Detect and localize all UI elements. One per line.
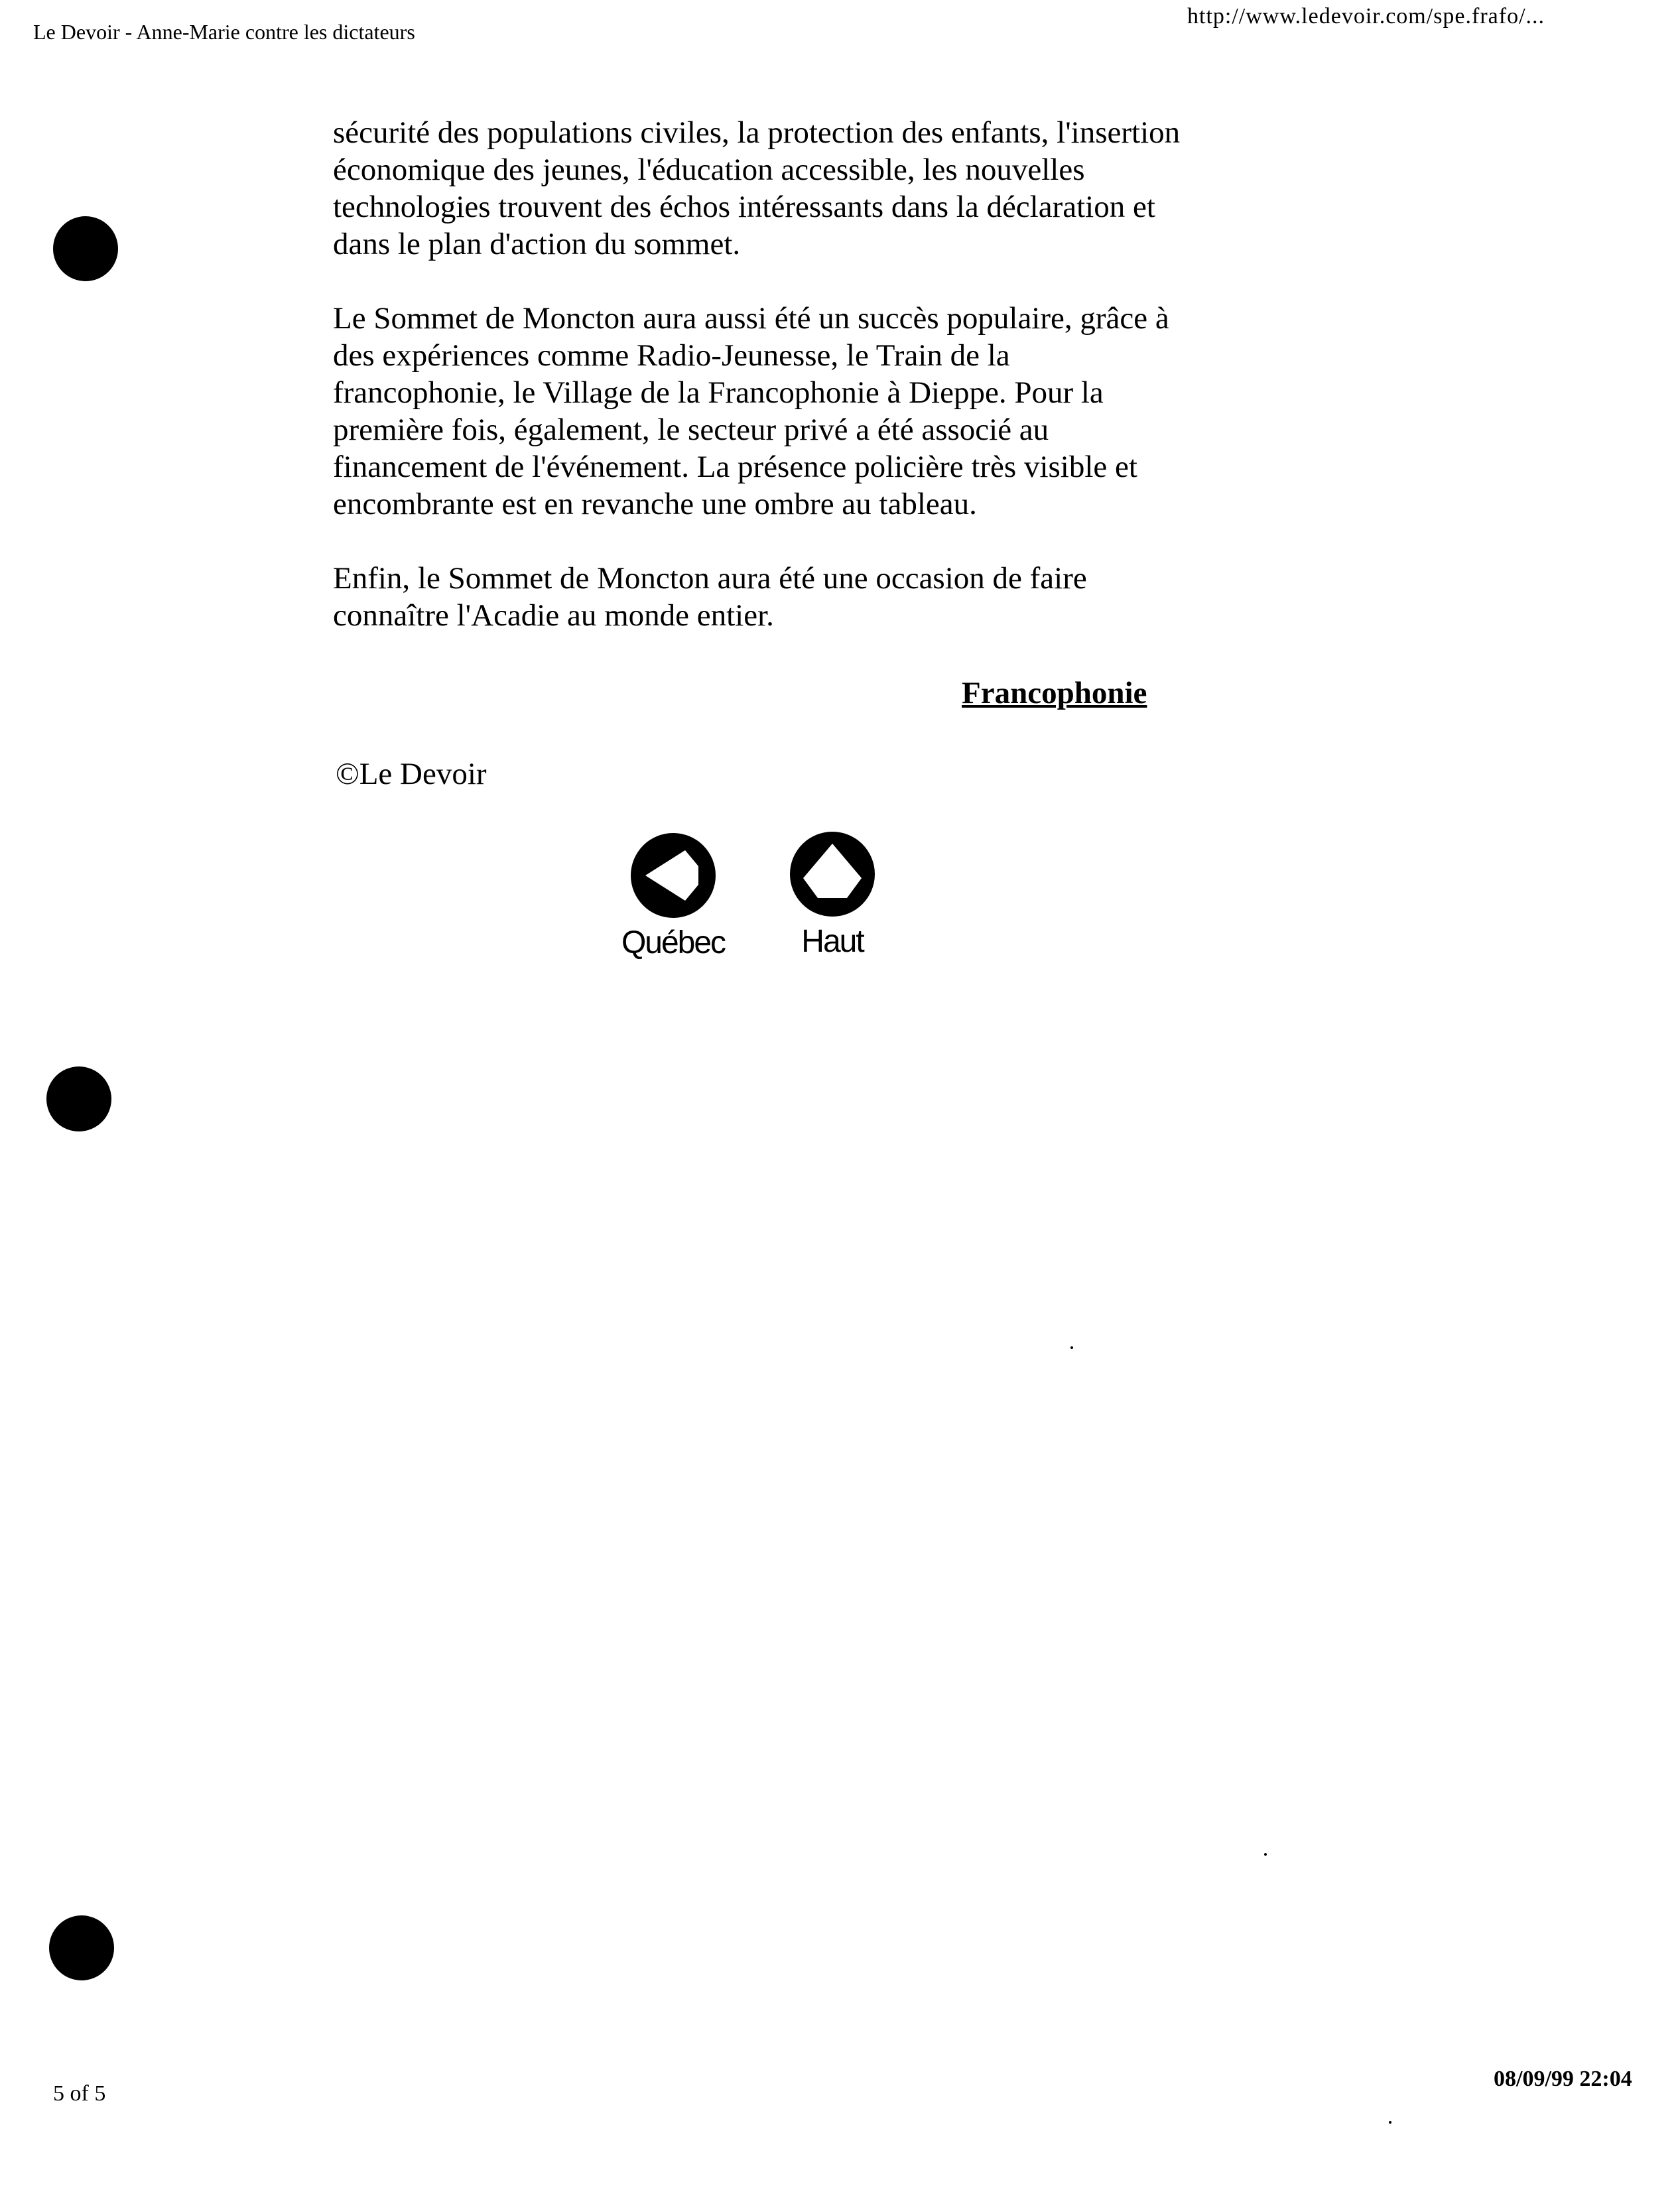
quebec-nav-button[interactable] [617, 830, 730, 961]
haut-nav-button[interactable] [783, 829, 882, 960]
francophonie-section-link[interactable]: Francophonie [962, 676, 1147, 710]
left-arrow-circle-icon [628, 830, 718, 921]
article-paragraph: Le Sommet de Moncton aura aussi été un succès populaire, grâce à des expériences comme Radio-Jeunesse, le Train de la francophonie, le Village de la Francophonie à Dieppe. Pour la première fois, également, le secteur privé a été associé au financement de l'événement. La présence policière très visible et encombrante est en revanche une ombre au tableau. [333, 301, 1169, 521]
article-paragraph: sécurité des populations civiles, la protection des enfants, l'insertion économique des jeunes, l'éducation accessible, les nouvelles technologies trouvent des échos intéressants dans la déclaration et dans le plan d'action du sommet. [333, 115, 1181, 261]
punch-hole [46, 1066, 111, 1131]
up-arrow-circle-icon [787, 829, 877, 919]
scan-speck [1070, 1346, 1073, 1349]
scan-speck [1264, 1853, 1267, 1856]
punch-hole [53, 216, 118, 281]
punch-hole [49, 1915, 114, 1980]
scan-speck [1389, 2121, 1391, 2124]
article-paragraph: Enfin, le Sommet de Moncton aura été une occasion de faire connaître l'Acadie au monde entier. [333, 561, 1087, 633]
quebec-nav-label: Québec [621, 925, 726, 960]
print-header-url: http://www.ledevoir.com/spe.frafo/... [1187, 4, 1545, 29]
page-number: 5 of 5 [53, 2081, 106, 2106]
print-datetime: 08/09/99 22:04 [1494, 2067, 1632, 2091]
print-header-title: Le Devoir - Anne-Marie contre les dictateurs [33, 20, 415, 44]
haut-nav-label: Haut [801, 924, 864, 959]
copyright-notice: ©Le Devoir [336, 757, 487, 791]
article-body [333, 114, 1189, 671]
